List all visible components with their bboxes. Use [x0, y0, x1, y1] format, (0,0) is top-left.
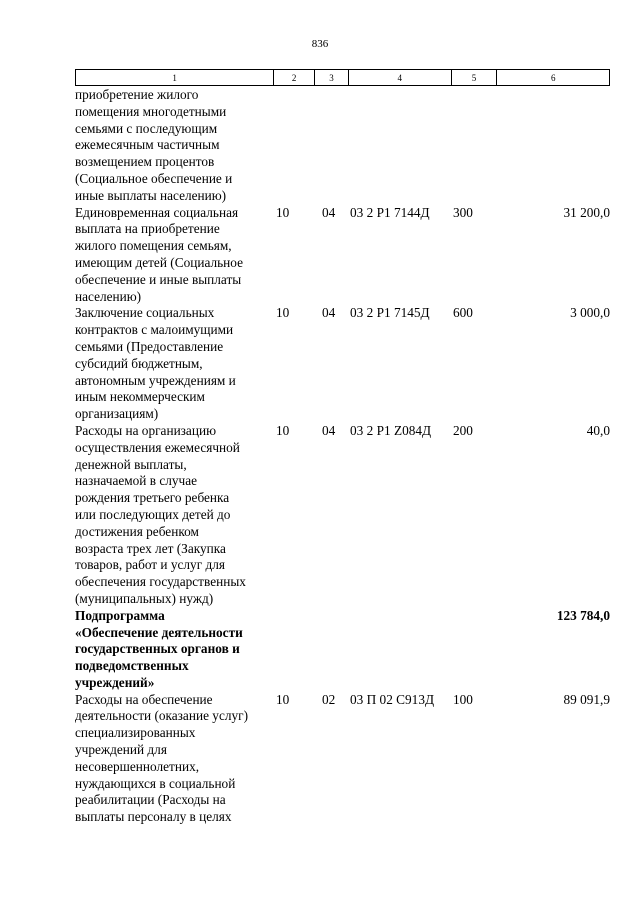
row-description: Расходы на обеспечение деятельности (оказание услуг) специализированных учреждений для несовершеннолетних, нуждающихся в социальной реабилитации (Расходы на выплаты персоналу в целях	[75, 691, 249, 825]
row-target-article: 03 2 Р1 7145Д	[350, 305, 430, 321]
row-expense-type: 300	[453, 204, 473, 220]
table-body	[75, 87, 610, 826]
row-subsection: 04	[322, 204, 336, 220]
row-amount: 31 200,0	[563, 204, 610, 220]
row-amount: 3 000,0	[570, 305, 610, 321]
table-row	[75, 205, 610, 306]
column-header-6: 6	[550, 72, 556, 83]
row-description: Заключение социальных контрактов с малоимущими семьями (Предоставление субсидий бюджетным, автономным учреждениям и иным некоммерческим организациям)	[75, 305, 236, 422]
row-description: Подпрограмма «Обеспечение деятельности государственных органов и подведомственных учреждений»	[75, 607, 243, 690]
row-amount: 89 091,9	[563, 691, 610, 707]
row-expense-type: 100	[453, 691, 473, 707]
row-section: 10	[276, 305, 290, 321]
table-row	[75, 423, 610, 608]
row-description: Расходы на организацию осуществления ежемесячной денежной выплаты, назначаемой в случае рождения третьего ребенка или последующих детей до достижения ребенком возраста трех лет (Закупка товаров, работ и услуг для обеспечения государственных (муниципальных) нужд)	[75, 422, 246, 606]
table-row	[75, 608, 610, 692]
table-row	[75, 87, 610, 205]
column-header-1: 1	[76, 70, 274, 85]
row-section: 10	[276, 204, 290, 220]
row-amount: 40,0	[586, 422, 610, 438]
row-expense-type: 200	[453, 422, 473, 438]
column-header-3: 3	[315, 70, 349, 85]
row-target-article: 03 2 Р1 7144Д	[350, 204, 430, 220]
row-amount: 123 784,0	[556, 607, 610, 623]
table-row	[75, 305, 610, 423]
page-number: 836	[311, 38, 329, 50]
row-target-article: 03 2 Р1 Z084Д	[350, 422, 432, 438]
column-header-2: 2	[274, 70, 315, 85]
row-description: приобретение жилого помещения многодетными семьями с последующим ежемесячным частичным возмещением процентов (Социальное обеспечение и иные выплаты населению)	[75, 87, 233, 203]
row-subsection: 04	[322, 422, 336, 438]
column-header-5: 5	[452, 70, 498, 85]
row-expense-type: 600	[453, 305, 473, 321]
row-target-article: 03 П 02 С913Д	[350, 691, 435, 707]
row-section: 10	[276, 422, 290, 438]
row-subsection: 02	[322, 691, 336, 707]
row-description: Единовременная социальная выплата на приобретение жилого помещения семьям, имеющим детей (Социальное обеспечение и иные выплаты населению)	[75, 204, 244, 304]
table-row	[75, 692, 610, 826]
column-header-row	[75, 69, 610, 86]
row-section: 10	[276, 691, 290, 707]
column-header-4: 4	[349, 70, 452, 85]
row-subsection: 04	[322, 305, 336, 321]
